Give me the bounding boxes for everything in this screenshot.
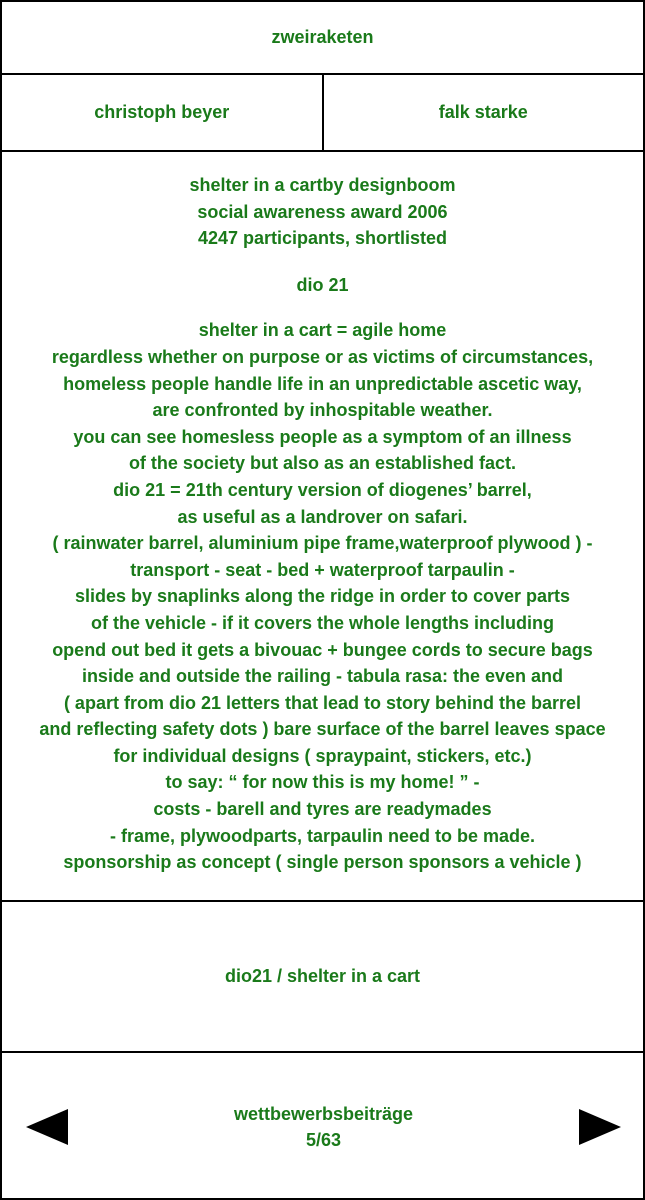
category-label: wettbewerbsbeiträge	[233, 1103, 414, 1124]
description-line: as useful as a landrover on safari.	[177, 506, 468, 527]
description-line: opend out bed it gets a bivouac + bungee cords to secure bags	[52, 639, 593, 660]
description-line: are confronted by inhospitable weather.	[152, 400, 493, 421]
author-left-cell	[2, 75, 324, 150]
description-panel	[2, 152, 643, 902]
description-line: dio 21 = 21th century version of diogenes’ barrel,	[113, 479, 532, 500]
authors-row	[2, 75, 643, 152]
description-line: to say: “ for now this is my home! ” -	[165, 772, 480, 793]
image-caption: dio21 / shelter in a cart	[224, 966, 421, 986]
project-subtitle: dio 21	[296, 274, 349, 295]
image-caption-panel	[2, 902, 643, 1053]
author-name-left: christoph beyer	[94, 102, 230, 122]
award-info	[2, 172, 643, 252]
description-line: inside and outside the railing - tabula rasa: the even and	[81, 666, 564, 687]
award-line: social awareness award 2006	[197, 201, 448, 222]
author-name-right: falk starke	[438, 102, 528, 122]
description-line: ( rainwater barrel, aluminium pipe frame,waterproof plywood ) -	[52, 533, 593, 554]
description-line: of the society but also as an established fact.	[128, 453, 517, 474]
arrow-left-icon[interactable]	[26, 1109, 68, 1145]
project-description	[2, 317, 643, 875]
description-line: of the vehicle - if it covers the whole lengths including	[90, 612, 555, 633]
pagination-info	[234, 1101, 413, 1153]
description-line: costs - barell and tyres are readymades	[153, 799, 492, 820]
header-row	[2, 2, 643, 75]
pagination-bar	[2, 1053, 643, 1200]
description-line: homeless people handle life in an unpredictable ascetic way,	[63, 373, 582, 394]
page-counter: 5/63	[305, 1129, 342, 1150]
project-subtitle-block	[2, 272, 643, 299]
award-line: shelter in a cartby designboom	[189, 175, 456, 195]
description-line: regardless whether on purpose or as victims of circumstances,	[51, 346, 594, 367]
author-right-cell	[324, 75, 644, 150]
description-line: slides by snaplinks along the ridge in order to cover parts	[74, 586, 571, 607]
description-line: ( apart from dio 21 letters that lead to story behind the barrel	[63, 692, 582, 713]
description-line: - frame, plywoodparts, tarpaulin need to be made.	[109, 825, 536, 846]
description-line: shelter in a cart = agile home	[198, 320, 447, 341]
page-title: zweiraketen	[271, 27, 374, 47]
description-line: transport - seat - bed + waterproof tarpaulin -	[130, 559, 515, 580]
description-line: for individual designs ( spraypaint, stickers, etc.)	[113, 745, 532, 766]
description-line: you can see homesless people as a symptom of an illness	[73, 426, 572, 447]
description-line: sponsorship as concept ( single person sponsors a vehicle )	[63, 852, 582, 873]
description-line: and reflecting safety dots ) bare surface of the barrel leaves space	[39, 719, 606, 740]
award-line: 4247 participants, shortlisted	[197, 228, 448, 249]
arrow-right-icon[interactable]	[579, 1109, 621, 1145]
